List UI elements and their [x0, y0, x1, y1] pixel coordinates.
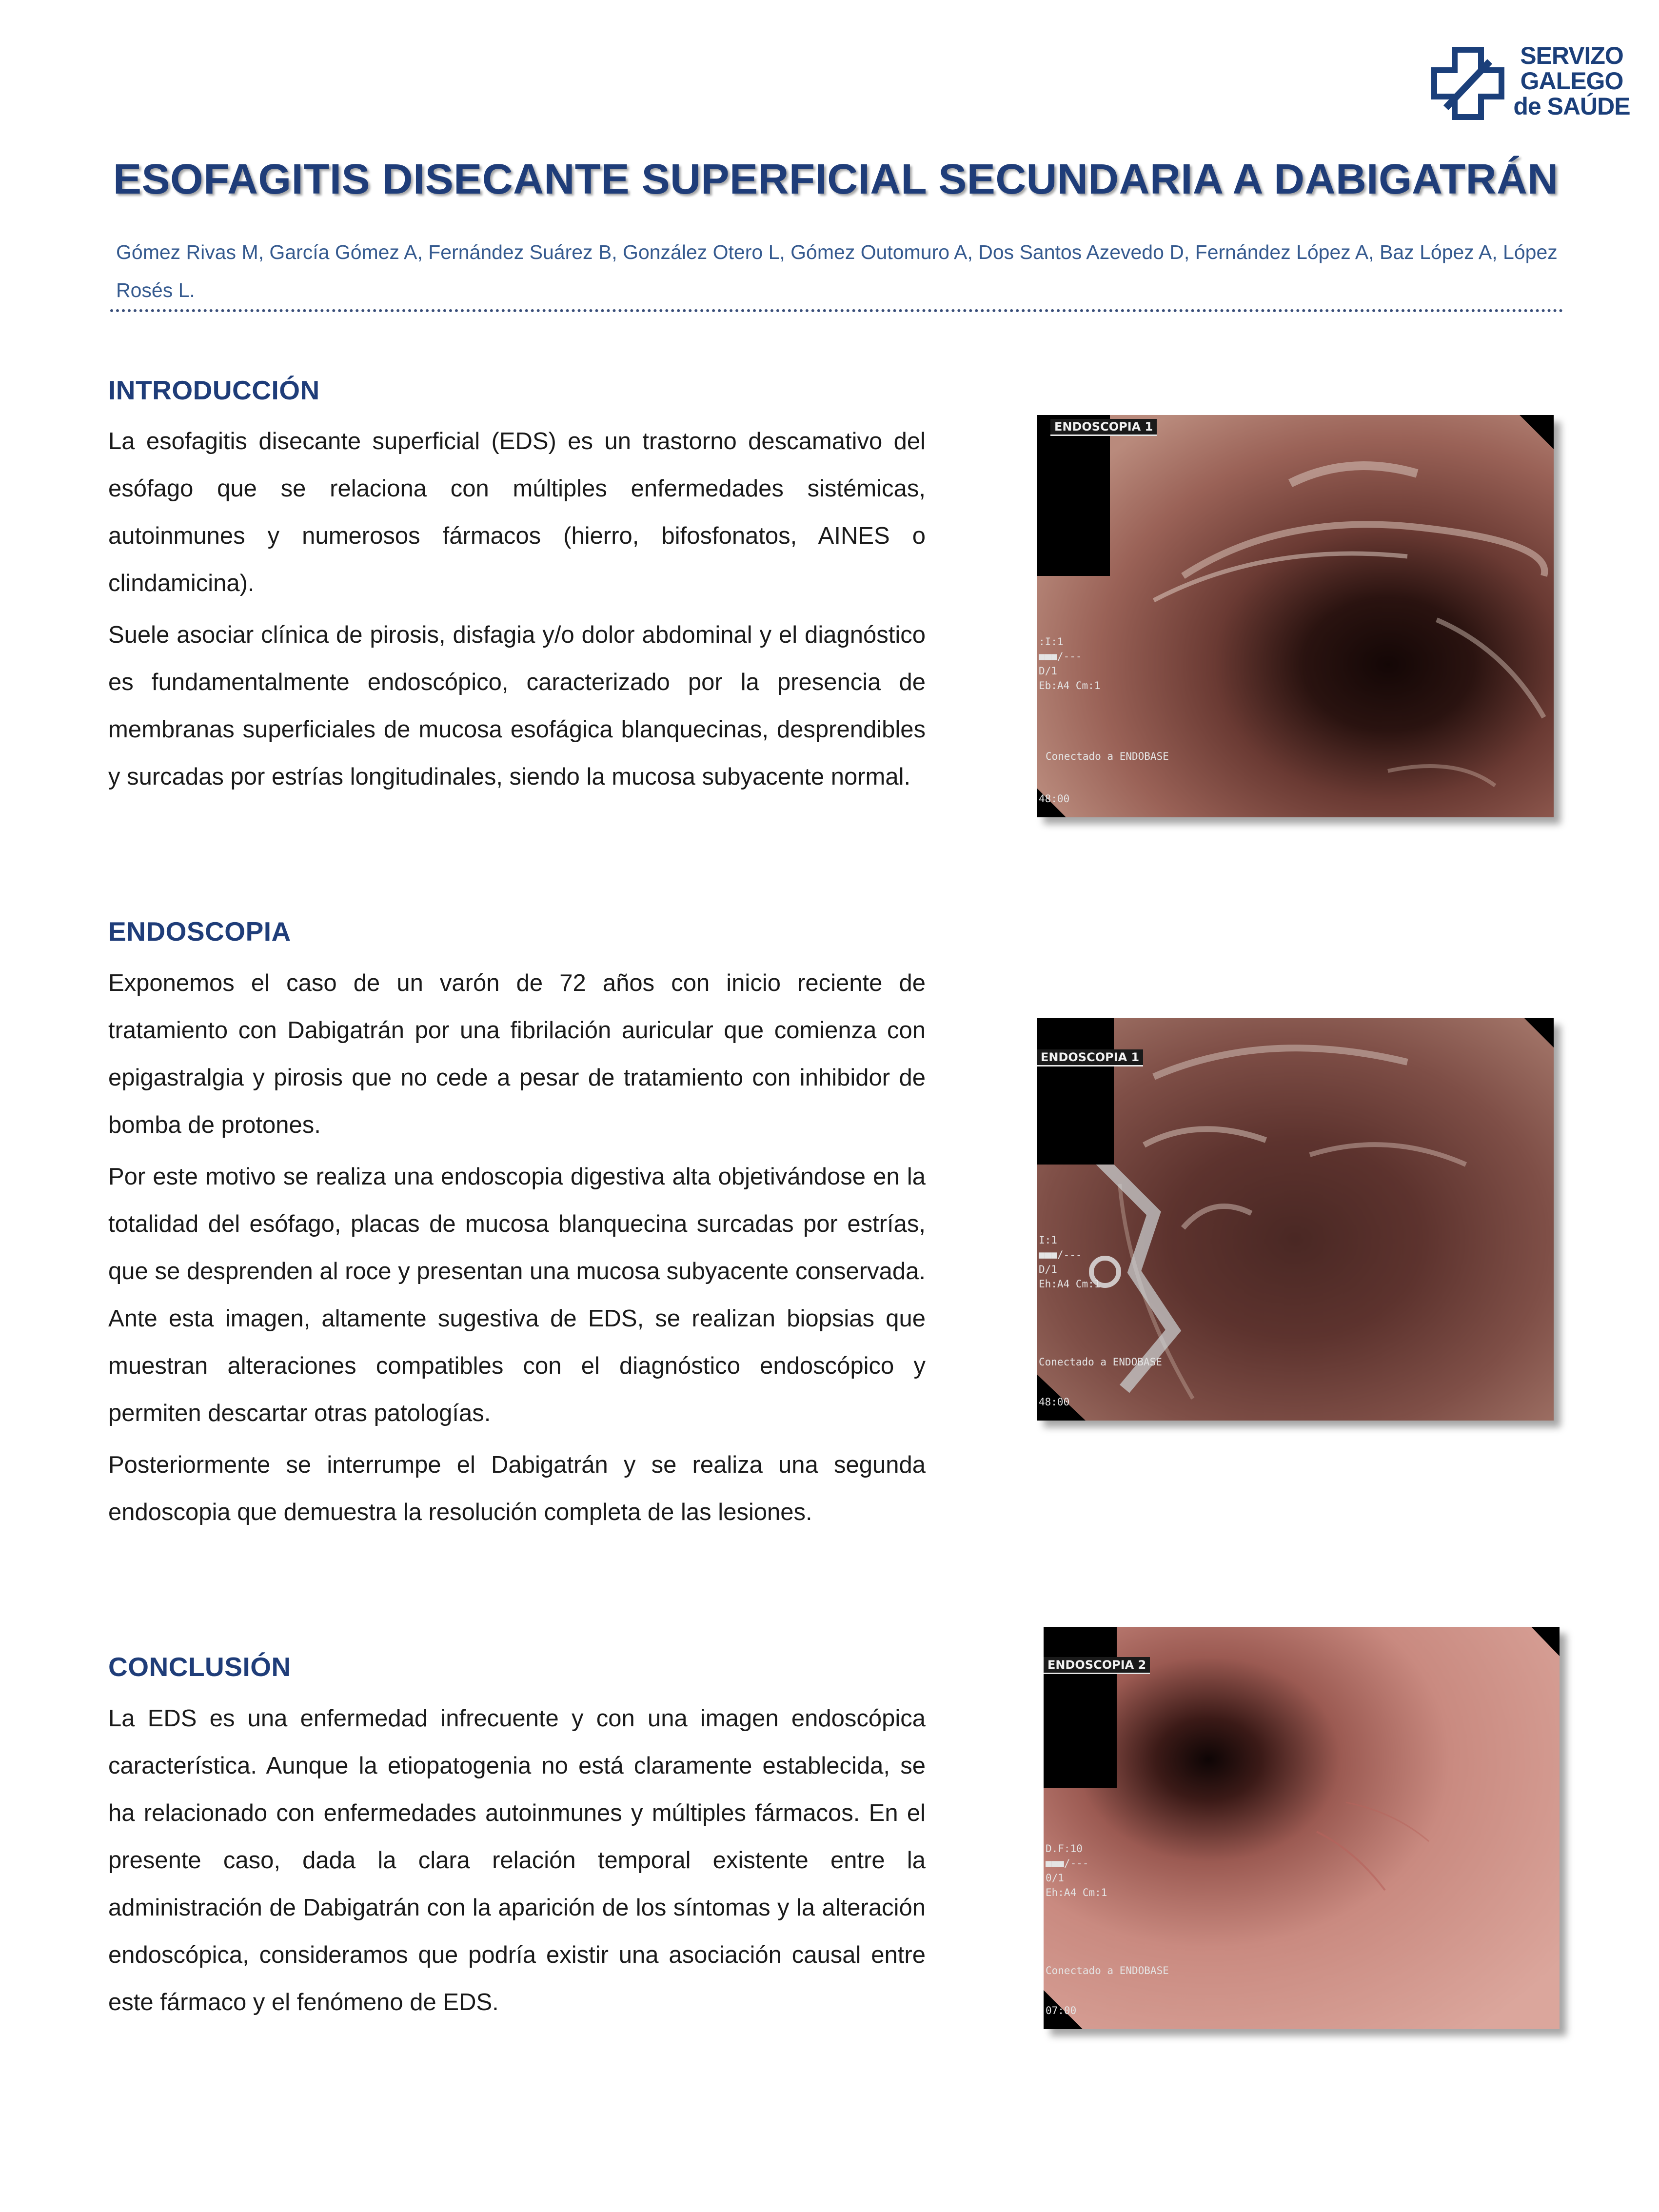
endoscopy-1-label: ENDOSCOPIA 1 [1050, 419, 1157, 436]
endoscopy-3-overlay: D.F:10 ■■■/--- 0/1 Eh:A4 Cm:1 [1046, 1843, 1107, 1898]
endoscopy-1-footer: Conectado a ENDOBASE [1046, 750, 1169, 762]
endoscopy-heading: ENDOSCOPIA [108, 916, 291, 947]
logo-line-1: SERVIZO [1520, 42, 1623, 69]
endoscopy-image-3 [1044, 1627, 1560, 2029]
endoscopy-1-time: 48:00 [1039, 793, 1070, 805]
logo-line-2: GALEGO [1520, 67, 1623, 95]
endoscopy-paragraph: Por este motivo se realiza una endoscopia digestiva alta objetivándose en la totalidad del esófago, placas de mucosa blanquecina surcadas por estrías, que se desprenden al roce y presentan una mucosa subyacente conservada. Ante esta imagen, altamente sugestiva de EDS, se realizan biopsias que muestran alteraciones compatibles con el diagnóstico endoscópico y permiten descartar otras patologías. [108, 1164, 926, 1426]
logo-text [1513, 43, 1630, 119]
author-list: Gómez Rivas M, García Gómez A, Fernández Suárez B, González Otero L, Gómez Outomuro A, Dos Santos Azevedo D, Fernández López A, Baz López A, López Rosés L. [116, 241, 1558, 301]
endoscopy-1-overlay: :I:1 ■■■/--- D/1 Eb:A4 Cm:1 [1039, 636, 1101, 691]
endoscopy-paragraph: Posteriormente se interrumpe el Dabigatrán y se realiza una segunda endoscopia que demuestra la resolución completa de las lesiones. [108, 1452, 926, 1525]
conclusion-paragraph: La EDS es una enfermedad infrecuente y con una imagen endoscópica característica. Aunque la etiopatogenia no está claramente establecida, se ha relacionado con enfermedades autoinmunes y múltiples fármacos. En el presente caso, dada la clara relación temporal existente entre la administración de Dabigatrán con la aparición de los síntomas y la alteración endoscópica, consideramos que podría existir una asociación causal entre este fármaco y el fenómeno de EDS. [108, 1705, 926, 2015]
endoscopy-image-1 [1037, 415, 1554, 817]
header-divider [110, 309, 1563, 312]
endoscopy-2-footer: Conectado a ENDOBASE [1039, 1356, 1162, 1368]
endoscopy-3-label: ENDOSCOPIA 2 [1044, 1657, 1150, 1674]
endoscopy-3-time: 07:00 [1046, 2005, 1077, 2016]
sergas-logo [1431, 42, 1630, 126]
logo-line-3: de SAÚDE [1513, 93, 1630, 120]
endoscopy-2-time: 48:00 [1039, 1396, 1070, 1408]
sergas-cross-icon [1431, 47, 1504, 120]
intro-heading: INTRODUCCIÓN [108, 375, 320, 405]
intro-body [108, 418, 926, 805]
endoscopy-3-footer: Conectado a ENDOBASE [1046, 1965, 1169, 1976]
conclusion-body [108, 1695, 926, 2031]
intro-paragraph: Suele asociar clínica de pirosis, disfagia y/o dolor abdominal y el diagnóstico es fundamentalmente endoscópico, caracterizado por la presencia de membranas superficiales de mucosa esofágica blanquecinas, desprendibles y surcadas por estrías longitudinales, siendo la mucosa subyacente normal. [108, 622, 926, 790]
endoscopy-2-overlay: I:1 ■■■/--- D/1 Eh:A4 Cm:1 [1039, 1234, 1101, 1290]
endoscopy-image-2 [1037, 1018, 1554, 1421]
poster-title: ESOFAGITIS DISECANTE SUPERFICIAL SECUNDARIA A DABIGATRÁN [113, 156, 1559, 203]
endoscopy-2-label: ENDOSCOPIA 1 [1037, 1049, 1143, 1066]
intro-paragraph: La esofagitis disecante superficial (EDS) es un trastorno descamativo del esófago que se relaciona con múltiples enfermedades sistémicas, autoinmunes y numerosos fármacos (hierro, bifosfonatos, AINES o clindamicina). [108, 428, 926, 596]
endoscopy-paragraph: Exponemos el caso de un varón de 72 años con inicio reciente de tratamiento con Dabigatrán por una fibrilación auricular que comienza con epigastralgia y pirosis que no cede a pesar de tratamiento con inhibidor de bomba de protones. [108, 970, 926, 1138]
conclusion-heading: CONCLUSIÓN [108, 1652, 291, 1682]
endoscopy-body [108, 960, 926, 1540]
